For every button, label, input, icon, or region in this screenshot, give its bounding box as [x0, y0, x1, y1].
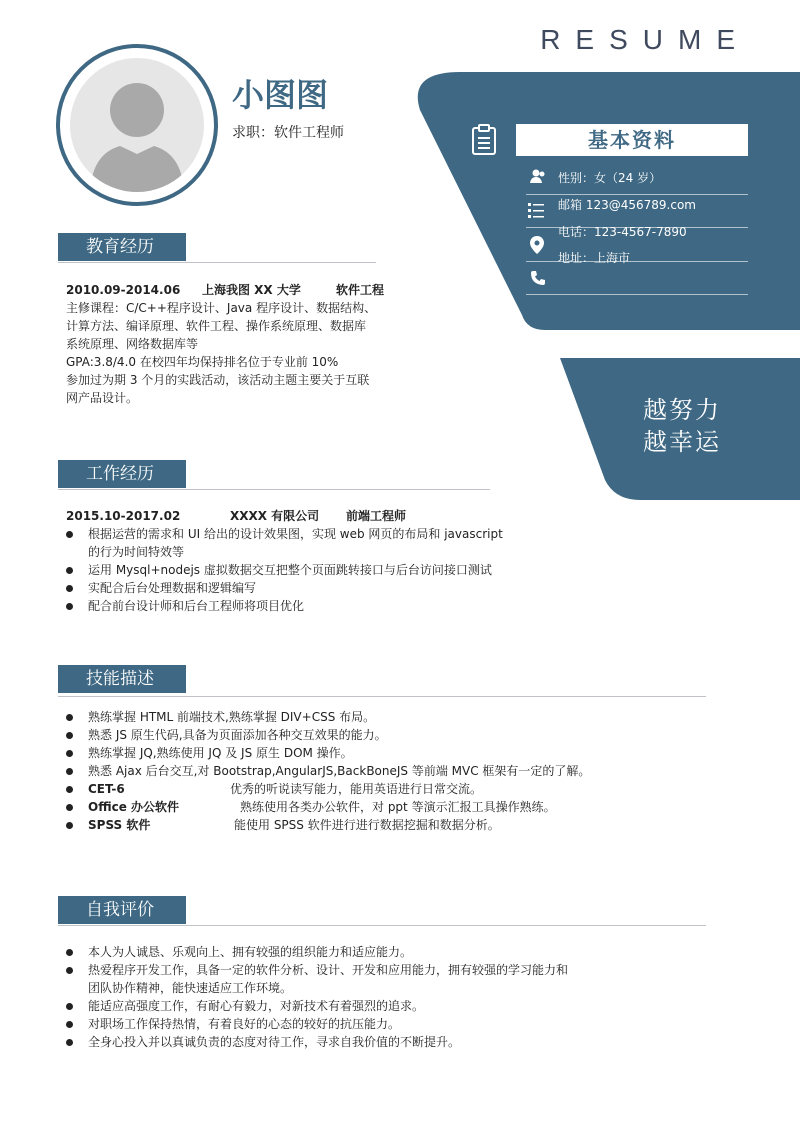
list-item: 熟练掌握 HTML 前端技术,熟练掌握 DIV+CSS 布局。	[58, 708, 758, 726]
skill-name: Office 办公软件	[88, 800, 180, 814]
list-item: 能适应高强度工作，有耐心有毅力，对新技术有着强烈的追求。	[58, 997, 758, 1015]
resume-title: RESUME	[540, 24, 750, 55]
bullet-icon	[66, 804, 73, 811]
clipboard-icon	[470, 124, 498, 156]
bullet-icon	[66, 1039, 73, 1046]
list-item: 对职场工作保持热情，有着良好的心态的较好的抗压能力。	[58, 1015, 758, 1033]
section-divider	[58, 696, 706, 697]
education-line: 主修课程：C/C++程序设计、Java 程序设计、数据结构、	[66, 301, 377, 315]
list-item: 实配合后台处理数据和逻辑编写	[58, 579, 658, 597]
list-item: 运用 Mysql+nodejs 虚拟数据交互把整个页面跳转接口与后台访问接口测试	[58, 561, 658, 579]
work-position: 前端工程师	[346, 509, 407, 523]
bullet-icon	[66, 750, 73, 757]
divider	[526, 194, 748, 195]
bullet-icon	[66, 786, 73, 793]
list-icon	[528, 202, 544, 218]
work-company: XXXX 有限公司	[230, 509, 320, 523]
section-divider	[58, 925, 706, 926]
gender-age: 性别：女（24 岁）	[558, 171, 662, 185]
work-heading: 工作经历	[58, 460, 186, 488]
candidate-name: 小图图	[232, 76, 329, 114]
basic-info-title: 基本资料	[516, 124, 748, 156]
education-school: 上海我图 XX 大学	[202, 283, 301, 297]
avatar	[70, 58, 204, 192]
list-item: 全身心投入并以真诚负责的态度对待工作，寻求自我价值的不断提升。	[58, 1033, 758, 1051]
skills-list	[58, 708, 758, 834]
list-item: 根据运营的需求和 UI 给出的设计效果图，实现 web 网页的布局和 javascript 的行为时间特效等	[58, 525, 658, 561]
person-icon	[530, 168, 546, 184]
email: 邮箱 123@456789.com	[558, 198, 696, 212]
self-eval-heading: 自我评价	[58, 896, 186, 924]
education-line: 计算方法、编译原理、软件工程、操作系统原理、数据库	[66, 319, 367, 333]
list-item: 熟悉 Ajax 后台交互,对 Bootstrap,AngularJS,BackBoneJS 等前端 MVC 框架有一定的了解。	[58, 762, 758, 780]
bullet-icon	[66, 949, 73, 956]
education-line: 系统原理、网络数据库等	[66, 337, 199, 351]
list-item: 熟练掌握 JQ,熟练使用 JQ 及 JS 原生 DOM 操作。	[58, 744, 758, 762]
slogan-line-1: 越努力	[643, 396, 721, 424]
education-details	[66, 299, 446, 407]
list-item: CET-6 优秀的听说读写能力，能用英语进行日常交流。	[58, 780, 758, 798]
list-item: 熟悉 JS 原生代码,具备为页面添加各种交互效果的能力。	[58, 726, 758, 744]
list-item: Office 办公软件 熟练使用各类办公软件，对 ppt 等演示汇报工具操作熟练。	[58, 798, 758, 816]
bullet-icon	[66, 531, 73, 538]
skill-name: SPSS 软件	[88, 818, 151, 832]
education-period: 2010.09-2014.06	[66, 283, 181, 297]
bullet-icon	[66, 732, 73, 739]
location-pin-icon	[530, 236, 544, 254]
education-heading: 教育经历	[58, 233, 186, 261]
bullet-icon	[66, 967, 73, 974]
bullet-icon	[66, 768, 73, 775]
list-item: 本人为人诚恳、乐观向上、拥有较强的组织能力和适应能力。	[58, 943, 758, 961]
slogan-line-2: 越幸运	[643, 428, 721, 456]
phone-icon	[530, 270, 546, 286]
list-item: 配合前台设计师和后台工程师将项目优化	[58, 597, 658, 615]
self-eval-list	[58, 943, 758, 1051]
bullet-icon	[66, 1003, 73, 1010]
bullet-icon	[66, 714, 73, 721]
bullet-icon	[66, 567, 73, 574]
bullet-icon	[66, 1021, 73, 1028]
phone-number: 电话：123-4567-7890	[558, 225, 687, 239]
list-item: SPSS 软件 能使用 SPSS 软件进行进行数据挖掘和数据分析。	[58, 816, 758, 834]
list-item: 热爱程序开发工作，具备一定的软件分析、设计、开发和应用能力，拥有较强的学习能力和 团队协作精神，能快速适应工作环境。	[58, 961, 758, 997]
section-divider	[58, 489, 490, 490]
job-objective: 求职：软件工程师	[232, 125, 344, 141]
section-divider	[58, 262, 376, 263]
education-line: 参加过为期 3 个月的实践活动，该活动主题主要关于互联	[66, 373, 370, 387]
education-major: 软件工程	[336, 283, 385, 297]
work-period: 2015.10-2017.02	[66, 509, 181, 523]
person-silhouette-icon	[70, 58, 204, 192]
bullet-icon	[66, 585, 73, 592]
address: 地址：上海市	[558, 251, 631, 265]
work-duties	[58, 525, 658, 615]
bullet-icon	[66, 603, 73, 610]
skills-heading: 技能描述	[58, 665, 186, 693]
skill-name: CET-6	[88, 782, 125, 796]
bullet-icon	[66, 822, 73, 829]
divider	[526, 294, 748, 295]
education-line: GPA:3.8/4.0 在校四年均保持排名位于专业前 10%	[66, 355, 339, 369]
education-line: 网产品设计。	[66, 391, 139, 405]
